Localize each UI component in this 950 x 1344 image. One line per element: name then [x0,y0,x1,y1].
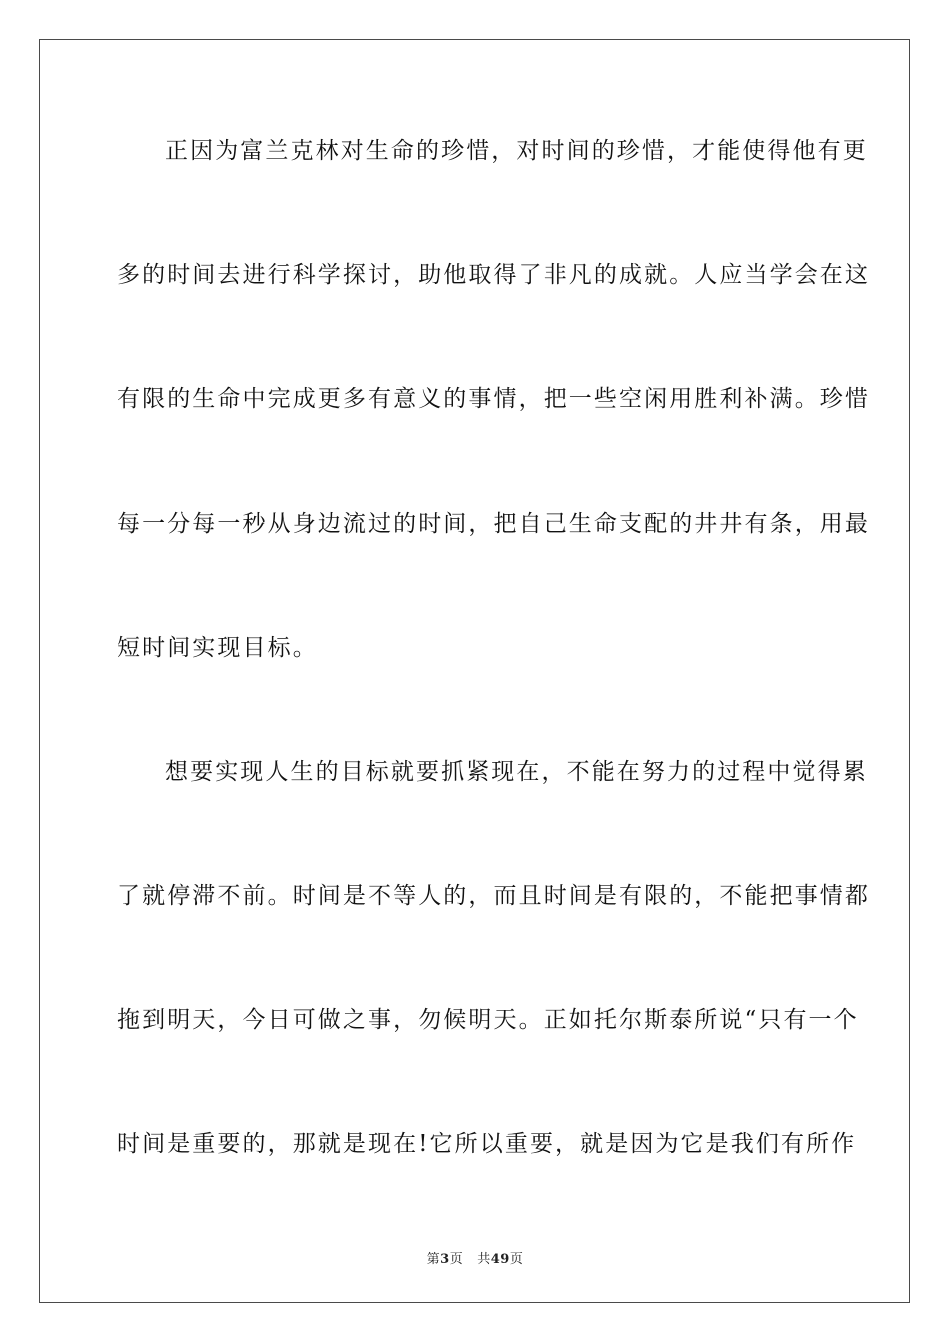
paragraph-1-line-3: 有限的生命中完成更多有意义的事情，把一些空闲用胜利补满。珍惜 [117,386,870,412]
paragraph-1-line-4: 每一分每一秒从身边流过的时间，把自己生命支配的井井有条，用最 [117,511,870,537]
total-suffix: 页 [509,1252,524,1267]
paragraph-1-line-2: 多的时间去进行科学探讨，助他取得了非凡的成就。人应当学会在这 [117,262,870,288]
page-border [39,39,910,1303]
page-number: 3 [440,1252,450,1267]
page-prefix: 第 [426,1252,441,1267]
page-suffix: 页 [449,1252,464,1267]
total-prefix: 共 [477,1252,491,1267]
page-footer [0,1248,950,1267]
paragraph-1-line-1: 正因为富兰克林对生命的珍惜，对时间的珍惜，才能使得他有更 [165,138,868,164]
paragraph-2-line-2: 了就停滞不前。时间是不等人的，而且时间是有限的，不能把事情都 [117,883,870,909]
total-pages: 49 [490,1252,510,1267]
paragraph-1-line-5: 短时间实现目标。 [117,635,318,661]
paragraph-2-line-1: 想要实现人生的目标就要抓紧现在，不能在努力的过程中觉得累 [165,759,868,785]
paragraph-2-line-4: 时间是重要的，那就是现在!它所以重要，就是因为它是我们有所作 [117,1131,857,1157]
paragraph-2-line-3: 拖到明天，今日可做之事，勿候明天。正如托尔斯泰所说“只有一个 [117,1007,859,1033]
